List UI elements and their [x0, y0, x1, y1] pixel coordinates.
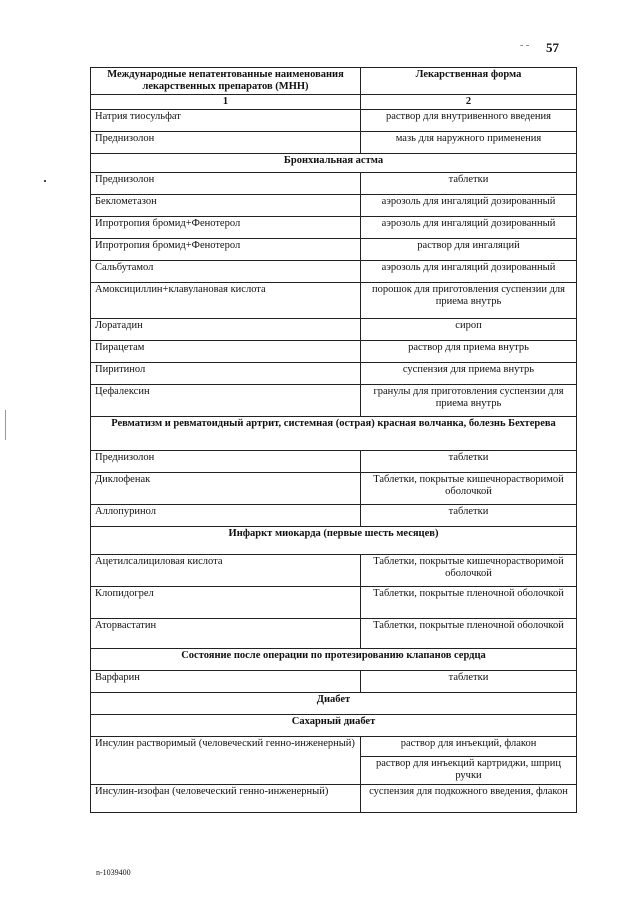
- drug-name: Преднизолон: [91, 173, 361, 195]
- section-title: Ревматизм и ревматоидный артрит, системная (острая) красная волчанка, болезнь Бехтерева: [91, 417, 577, 451]
- table-body: [91, 110, 577, 813]
- medication-table: [90, 67, 577, 813]
- dosage-form: раствор для приема внутрь: [361, 341, 577, 363]
- page-number: 57: [546, 40, 559, 55]
- drug-name: Пирацетам: [91, 341, 361, 363]
- section-row: [91, 693, 577, 715]
- table-row: [91, 173, 577, 195]
- dosage-form: мазь для наружного применения: [361, 132, 577, 154]
- drug-name: Инсулин-изофан (человеческий генно-инженерный): [91, 785, 361, 813]
- table-row: [91, 671, 577, 693]
- section-row: [91, 154, 577, 173]
- table-row: [91, 217, 577, 239]
- dosage-form: раствор для ингаляций: [361, 239, 577, 261]
- table-row: [91, 473, 577, 505]
- footer-code: n-1039400: [96, 868, 131, 877]
- section-title: Состояние после операции по протезированию клапанов сердца: [91, 649, 577, 671]
- table-row: [91, 319, 577, 341]
- dosage-form: аэрозоль для ингаляций дозированный: [361, 195, 577, 217]
- table-row: [91, 363, 577, 385]
- drug-name: Клопидогрел: [91, 587, 361, 619]
- dosage-form: раствор для инъекций картриджи, шприц ручки: [361, 757, 577, 785]
- dosage-form: суспензия для подкожного введения, флакон: [361, 785, 577, 813]
- drug-name: Амоксициллин+клавулановая кислота: [91, 283, 361, 319]
- column-number-1: 1: [91, 95, 361, 110]
- dosage-form: порошок для приготовления суспензии для приема внутрь: [361, 283, 577, 319]
- table-row: [91, 587, 577, 619]
- drug-name: Аторвастатин: [91, 619, 361, 649]
- dosage-form: раствор для внутривенного введения: [361, 110, 577, 132]
- drug-name: Диклофенак: [91, 473, 361, 505]
- drug-name: Пиритинол: [91, 363, 361, 385]
- header-inn: Международные непатентованные наименования лекарственных препаратов (МНН): [91, 68, 361, 95]
- drug-name: Ипротропия бромид+Фенотерол: [91, 217, 361, 239]
- drug-name: Ипротропия бромид+Фенотерол: [91, 239, 361, 261]
- drug-name: Цефалексин: [91, 385, 361, 417]
- section-row: [91, 417, 577, 451]
- table-row: [91, 132, 577, 154]
- table-row: [91, 785, 577, 813]
- dosage-form: гранулы для приготовления суспензии для приема внутрь: [361, 385, 577, 417]
- dosage-form: Таблетки, покрытые кишечнорастворимой оболочкой: [361, 555, 577, 587]
- dosage-form: таблетки: [361, 173, 577, 195]
- table-row: [91, 555, 577, 587]
- table-row: [91, 239, 577, 261]
- section-row: [91, 527, 577, 555]
- table-row: [91, 737, 577, 757]
- drug-name: Сальбутамол: [91, 261, 361, 283]
- drug-name: Варфарин: [91, 671, 361, 693]
- section-row: [91, 715, 577, 737]
- table-row: [91, 451, 577, 473]
- dosage-form: сироп: [361, 319, 577, 341]
- scan-mark: - -: [520, 40, 530, 51]
- dosage-form: раствор для инъекций, флакон: [361, 737, 577, 757]
- section-title: Диабет: [91, 693, 577, 715]
- table-row: [91, 341, 577, 363]
- section-title: Сахарный диабет: [91, 715, 577, 737]
- scan-speck: [44, 180, 46, 182]
- column-number-row: [91, 95, 577, 110]
- column-number-2: 2: [361, 95, 577, 110]
- dosage-form: таблетки: [361, 451, 577, 473]
- drug-name: Натрия тиосульфат: [91, 110, 361, 132]
- scan-speck: [5, 410, 6, 440]
- drug-name: Аллопуринол: [91, 505, 361, 527]
- dosage-form: Таблетки, покрытые пленочной оболочкой: [361, 619, 577, 649]
- dosage-form: Таблетки, покрытые пленочной оболочкой: [361, 587, 577, 619]
- dosage-form: аэрозоль для ингаляций дозированный: [361, 261, 577, 283]
- table-row: [91, 385, 577, 417]
- header-dosage-form: Лекарственная форма: [361, 68, 577, 95]
- section-row: [91, 649, 577, 671]
- table-row: [91, 261, 577, 283]
- drug-name: Преднизолон: [91, 451, 361, 473]
- dosage-form: таблетки: [361, 671, 577, 693]
- table-row: [91, 195, 577, 217]
- table-row: [91, 619, 577, 649]
- drug-name: Лоратадин: [91, 319, 361, 341]
- table-row: [91, 505, 577, 527]
- drug-name: Беклометазон: [91, 195, 361, 217]
- dosage-form: аэрозоль для ингаляций дозированный: [361, 217, 577, 239]
- drug-name: Инсулин растворимый (человеческий генно-инженерный): [91, 737, 361, 785]
- dosage-form: таблетки: [361, 505, 577, 527]
- dosage-form: суспензия для приема внутрь: [361, 363, 577, 385]
- drug-name: Преднизолон: [91, 132, 361, 154]
- drug-name: Ацетилсалициловая кислота: [91, 555, 361, 587]
- table-header-row: [91, 68, 577, 95]
- section-title: Бронхиальная астма: [91, 154, 577, 173]
- section-title: Инфаркт миокарда (первые шесть месяцев): [91, 527, 577, 555]
- table-row: [91, 110, 577, 132]
- dosage-form: Таблетки, покрытые кишечнорастворимой оболочкой: [361, 473, 577, 505]
- table-row: [91, 283, 577, 319]
